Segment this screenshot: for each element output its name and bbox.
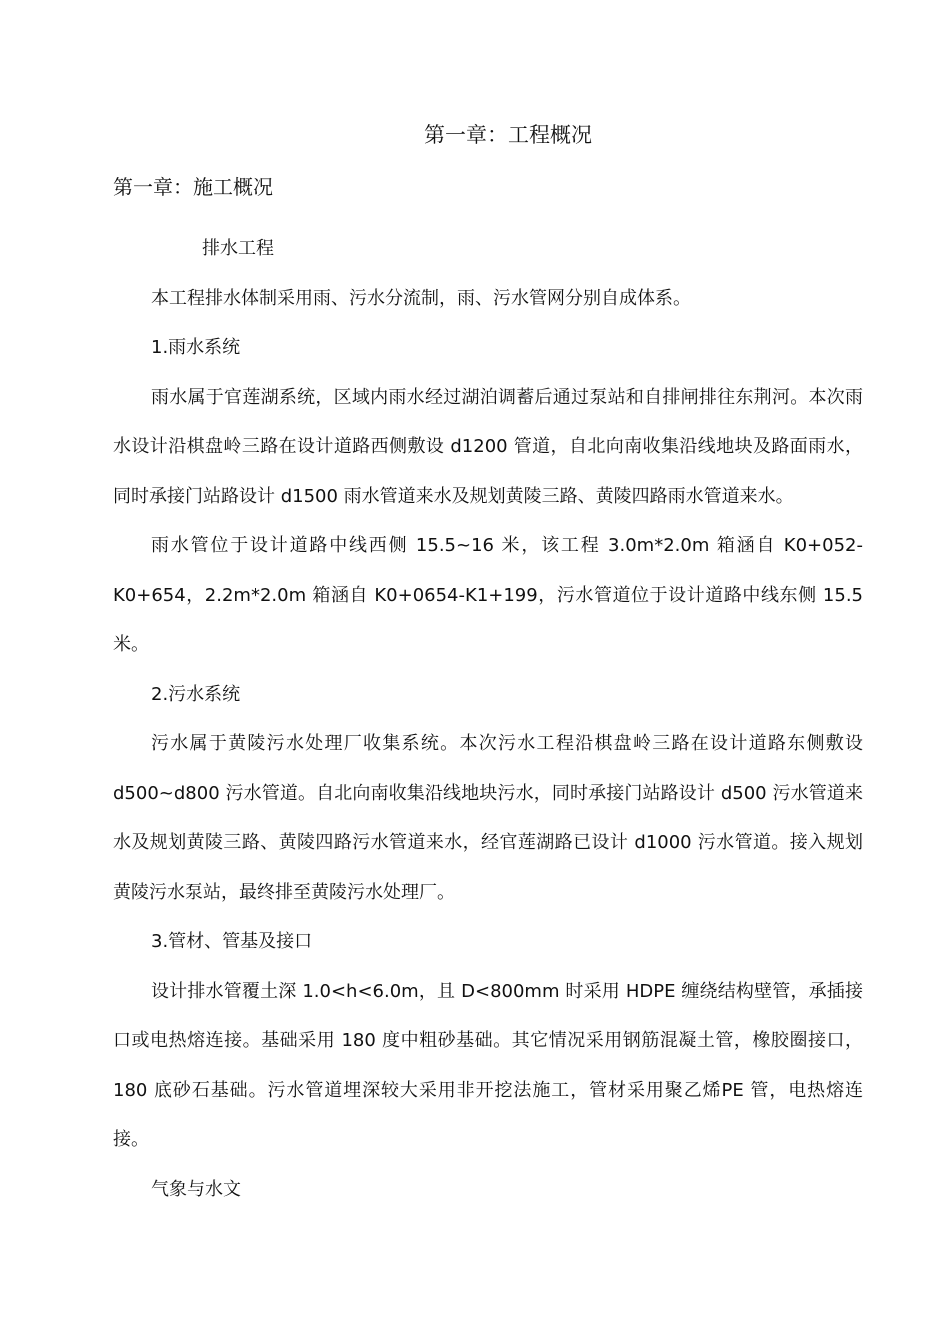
- document-body: [113, 224, 863, 1214]
- document-title: 第一章：工程概况: [424, 123, 592, 147]
- weather-hydrology-heading: 气象与水文: [151, 1178, 241, 1200]
- pipe-material-paragraph: 设计排水管覆土深 1.0<h<6.0m，且 D<800mm 时采用 HDPE 缠绕结构壁管，承插接口或电热熔连接。基础采用 180 度中粗砂基础。其它情况采用钢筋混凝土管，橡胶圈接口，180 底砂石基础。污水管道埋深较大采用非开挖法施工，管材采用聚乙烯PE 管，电热熔连接。: [113, 980, 863, 1150]
- rain-pipe-position-paragraph: 雨水管位于设计道路中线西侧 15.5~16 米，该工程 3.0m*2.0m 箱涵自 K0+052-K0+654，2.2m*2.0m 箱涵自 K0+0654-K1+199，污水管道位于设计道路中线东侧 15.5 米。: [113, 535, 863, 655]
- pipe-material-heading: 3.管材、管基及接口: [151, 931, 313, 952]
- rain-system-heading: 1.雨水系统: [151, 337, 241, 358]
- sewage-system-heading: 2.污水系统: [151, 683, 241, 705]
- sewage-system-paragraph: 污水属于黄陵污水处理厂收集系统。本次污水工程沿棋盘岭三路在设计道路东侧敷设 d500~d800 污水管道。自北向南收集沿线地块污水，同时承接门站路设计 d500 污水管道来水及规划黄陵三路、黄陵四路污水管道来水，经官莲湖路已设计 d1000 污水管道。接入规划黄陵污水泵站，最终排至黄陵污水处理厂。: [113, 733, 863, 903]
- rain-system-paragraph: 雨水属于官莲湖系统，区域内雨水经过湖泊调蓄后通过泵站和自排闸排往东荆河。本次雨水设计沿棋盘岭三路在设计道路西侧敷设 d1200 管道，自北向南收集沿线地块及路面雨水，同时承接门站路设计 d1500 雨水管道来水及规划黄陵三路、黄陵四路雨水管道来水。: [113, 386, 863, 507]
- chapter-heading: 第一章：施工概况: [113, 175, 273, 199]
- intro-paragraph: 本工程排水体制采用雨、污水分流制，雨、污水管网分别自成体系。: [151, 287, 691, 309]
- section-heading-drainage: 排水工程: [202, 238, 274, 259]
